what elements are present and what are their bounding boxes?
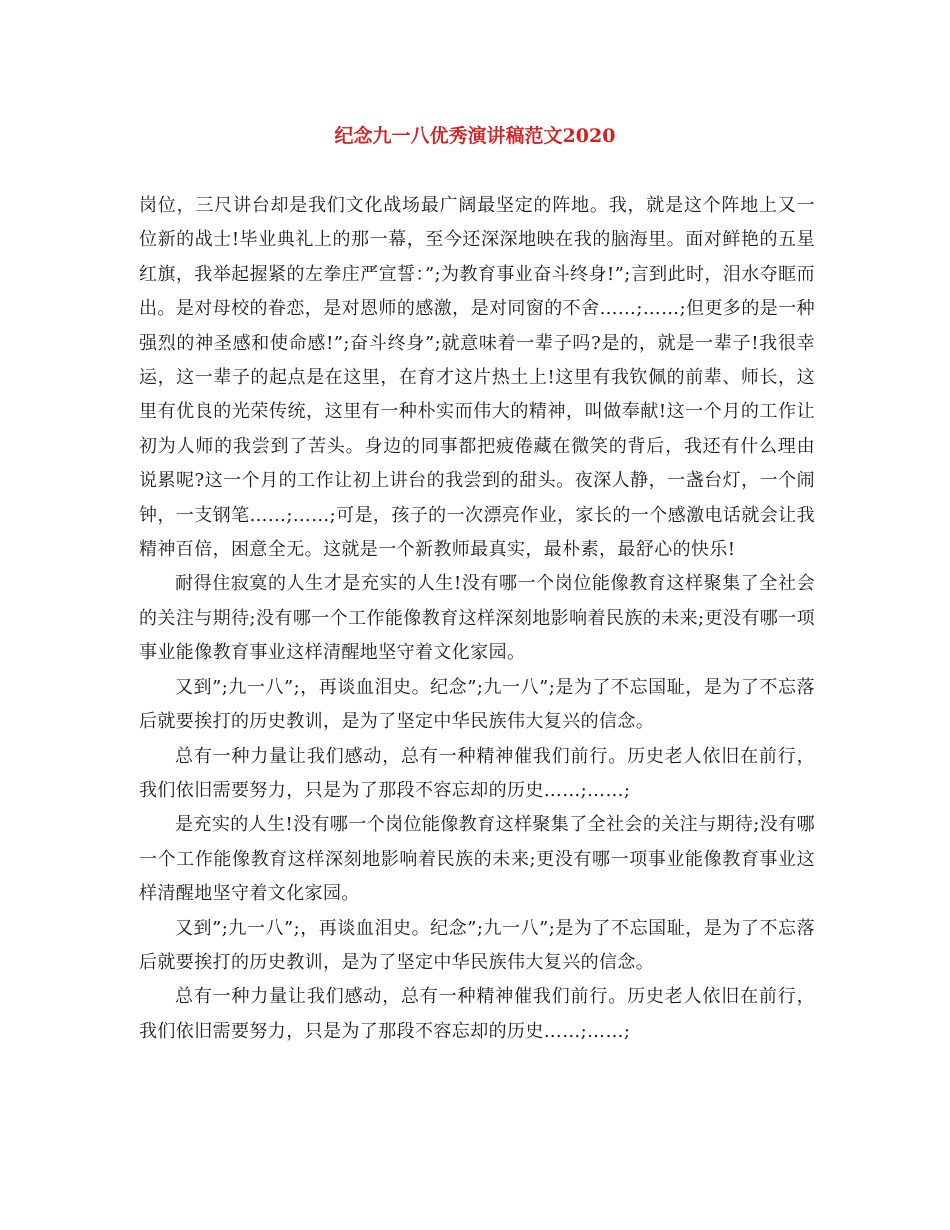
- page-title: 纪念九一八优秀演讲稿范文2020: [334, 125, 616, 147]
- paragraph-1: 岗位，三尺讲台却是我们文化战场最广阔最坚定的阵地。我，就是这个阵地上又一位新的战士!毕业典礼上的那一幕，至今还深深地映在我的脑海里。面对鲜艳的五星红旗，我举起握紧的左拳庄严宣誓：”;为教育事业奋斗终身!”;言到此时，泪水夺眶而出。是对母校的眷恋，是对恩师的感激，是对同窗的不舍……;……;但更多的是一种强烈的神圣感和使命感!”;奋斗终身”;就意味着一辈子吗?是的，就是一辈子!我很幸运，这一辈子的起点是在这里，在育才这片热土上!这里有我钦佩的前辈、师长，这里有优良的光荣传统，这里有一种朴实而伟大的精神，叫做奉献!这一个月的工作让初为人师的我尝到了苦头。身边的同事都把疲倦藏在微笑的背后，我还有什么理由说累呢?这一个月的工作让初上讲台的我尝到的甜头。夜深人静，一盏台灯，一个闹钟，一支钢笔……;……;可是，孩子的一次漂亮作业，家长的一个感激电话就会让我精神百倍，困意全无。这就是一个新教师最真实，最朴素，最舒心的快乐!: [139, 195, 815, 561]
- paragraph-5: 是充实的人生!没有哪一个岗位能像教育这样聚集了全社会的关注与期待;没有哪一个工作能像教育这样深刻地影响着民族的未来;更没有哪一项事业能像教育事业这样清醒地坚守着文化家园。: [139, 814, 815, 905]
- document-body: [139, 189, 815, 1049]
- paragraph-2: 耐得住寂寞的人生才是充实的人生!没有哪一个岗位能像教育这样聚集了全社会的关注与期待;没有哪一个工作能像教育这样深刻地影响着民族的未来;更没有哪一项事业能像教育事业这样清醒地坚守着文化家园。: [139, 573, 815, 664]
- paragraph-6: 又到”;九一八”;，再谈血泪史。纪念”;九一八”;是为了不忘国耻，是为了不忘落后就要挨打的历史教训，是为了坚定中华民族伟大复兴的信念。: [139, 917, 815, 973]
- paragraph-4: 总有一种力量让我们感动，总有一种精神催我们前行。历史老人依旧在前行，我们依旧需要努力，只是为了那段不容忘却的历史……;……;: [139, 745, 815, 801]
- paragraph-7: 总有一种力量让我们感动，总有一种精神催我们前行。历史老人依旧在前行，我们依旧需要努力，只是为了那段不容忘却的历史……;……;: [139, 986, 815, 1042]
- paragraph-3: 又到”;九一八”;，再谈血泪史。纪念”;九一八”;是为了不忘国耻，是为了不忘落后就要挨打的历史教训，是为了坚定中华民族伟大复兴的信念。: [139, 676, 815, 733]
